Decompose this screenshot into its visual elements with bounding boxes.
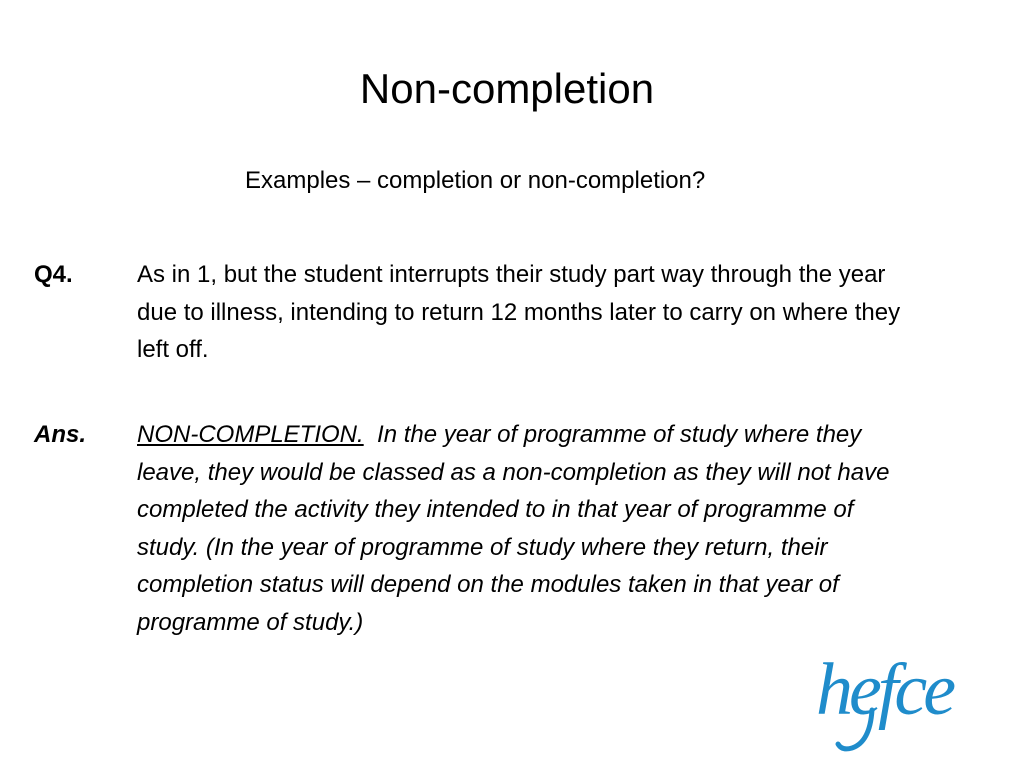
hefce-logo (812, 630, 962, 755)
answer-label: Ans. (34, 421, 87, 448)
hefce-logo-text: hefce (816, 649, 953, 731)
answer-text: In the year of programme of study where they leave, they would be classed as a non-completion as they will not have completed the activity they intended to in that year of programme of study. (In the year of programme of study where they return, their completion status will depend on the modules taken in that year of programme of study.) (137, 421, 890, 636)
question-label: Q4. (34, 261, 73, 288)
question-text: As in 1, but the student interrupts their study part way through the year due to illness, intending to return 12 months later to carry on where they left off. (137, 261, 901, 363)
slide-title: Non-completion (359, 65, 655, 112)
answer-verdict: NON-COMPLETION. (137, 421, 364, 448)
question-block (34, 256, 904, 369)
slide-subtitle: Examples – completion or non-completion? (245, 167, 706, 194)
answer-body (137, 416, 904, 641)
answer-block (34, 416, 904, 641)
